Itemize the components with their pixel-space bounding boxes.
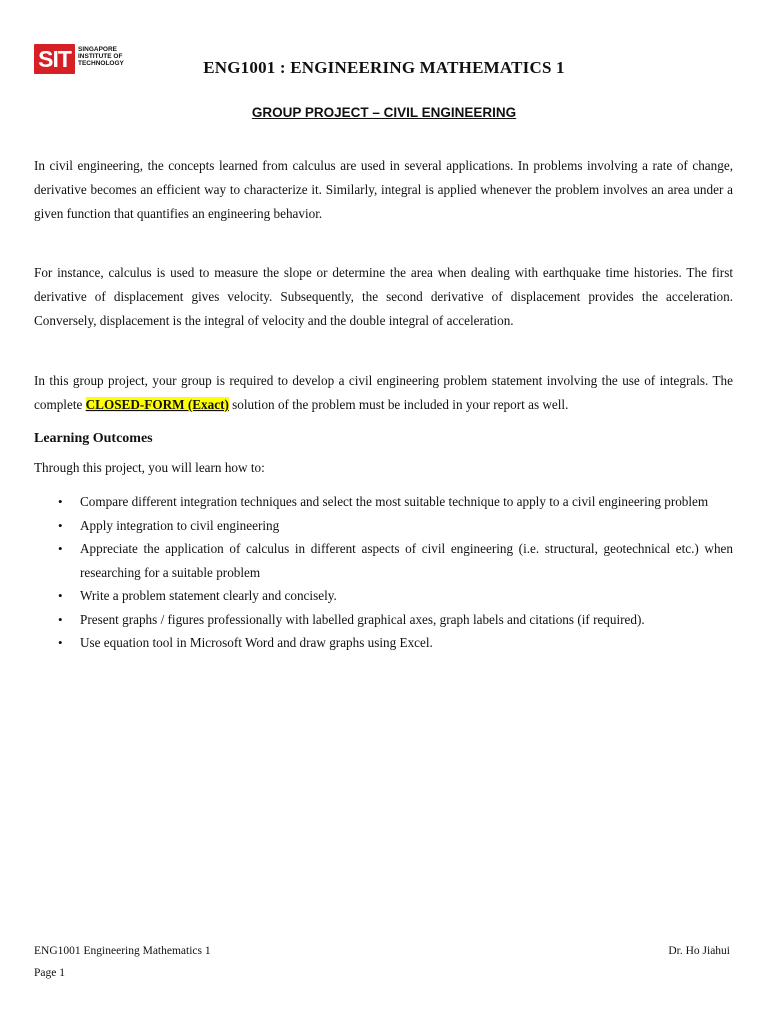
bullet-icon: • [58,541,63,556]
task-paragraph [34,369,733,417]
logo-line: TECHNOLOGY [78,60,124,67]
learning-outcomes-heading: Learning Outcomes [34,431,153,446]
course-title: ENG1001 : ENGINEERING MATHEMATICS 1 [203,58,565,77]
list-item-text: Use equation tool in Microsoft Word and draw graphs using Excel. [80,635,433,650]
list-item-text: Write a problem statement clearly and concisely. [80,588,337,603]
bullet-icon: • [58,517,63,533]
list-item-text: Compare different integration techniques and select the most suitable technique to apply to a civil engineering problem [80,494,709,509]
list-item [34,584,733,608]
example-paragraph: For instance, calculus is used to measure the slope or determine the area when dealing with earthquake time histories. The first derivative of displacement gives velocity. Subsequently, the second derivative of displacement provides the acceleration. Conversely, displacement is the integral of velocity and the double integral of acceleration. [34,265,733,328]
list-item [34,514,733,538]
task-text-after: solution of the problem must be included in your report as well. [228,397,569,412]
list-item-text: Present graphs / figures professionally with labelled graphical axes, graph labels and citations (if required). [80,611,645,627]
page-number: Page 1 [34,967,65,979]
bullet-icon: • [58,635,63,650]
closed-form-highlight: CLOSED-FORM (Exact) [85,397,229,412]
logo-line: SINGAPORE [78,46,118,53]
sit-logo-mark: SIT [34,44,75,74]
footer-author: Dr. Ho Jiahui [668,945,730,957]
list-item-text: Apply integration to civil engineering [80,517,280,533]
logo-line: INSTITUTE OF [78,53,123,60]
intro-paragraph: In civil engineering, the concepts learned from calculus are used in several applications. In problems involving a rate of change, derivative becomes an efficient way to characterize it. Similarly, integral is applied whenever the problem involves an area under a given function that quantifies an engineering behavior. [34,158,733,221]
list-item [34,631,733,655]
bullet-icon: • [58,588,63,603]
list-item [34,490,733,514]
list-item-text: Appreciate the application of calculus in different aspects of civil engineering (i.e. structural, geotechnical etc.) when researching for a suitable problem [80,541,733,580]
project-title: GROUP PROJECT – CIVIL ENGINEERING [251,105,517,120]
footer-course: ENG1001 Engineering Mathematics 1 [34,945,211,957]
list-item [34,537,733,584]
list-item [34,608,733,632]
bullet-icon: • [58,611,63,627]
task-text-before: In this group project, your group is required to develop a civil engineering problem statement involving the use of integrals. The complete [34,373,733,412]
bullet-icon: • [58,494,63,509]
outcomes-list [34,490,733,655]
outcomes-intro: Through this project, you will learn how to: [34,460,265,475]
